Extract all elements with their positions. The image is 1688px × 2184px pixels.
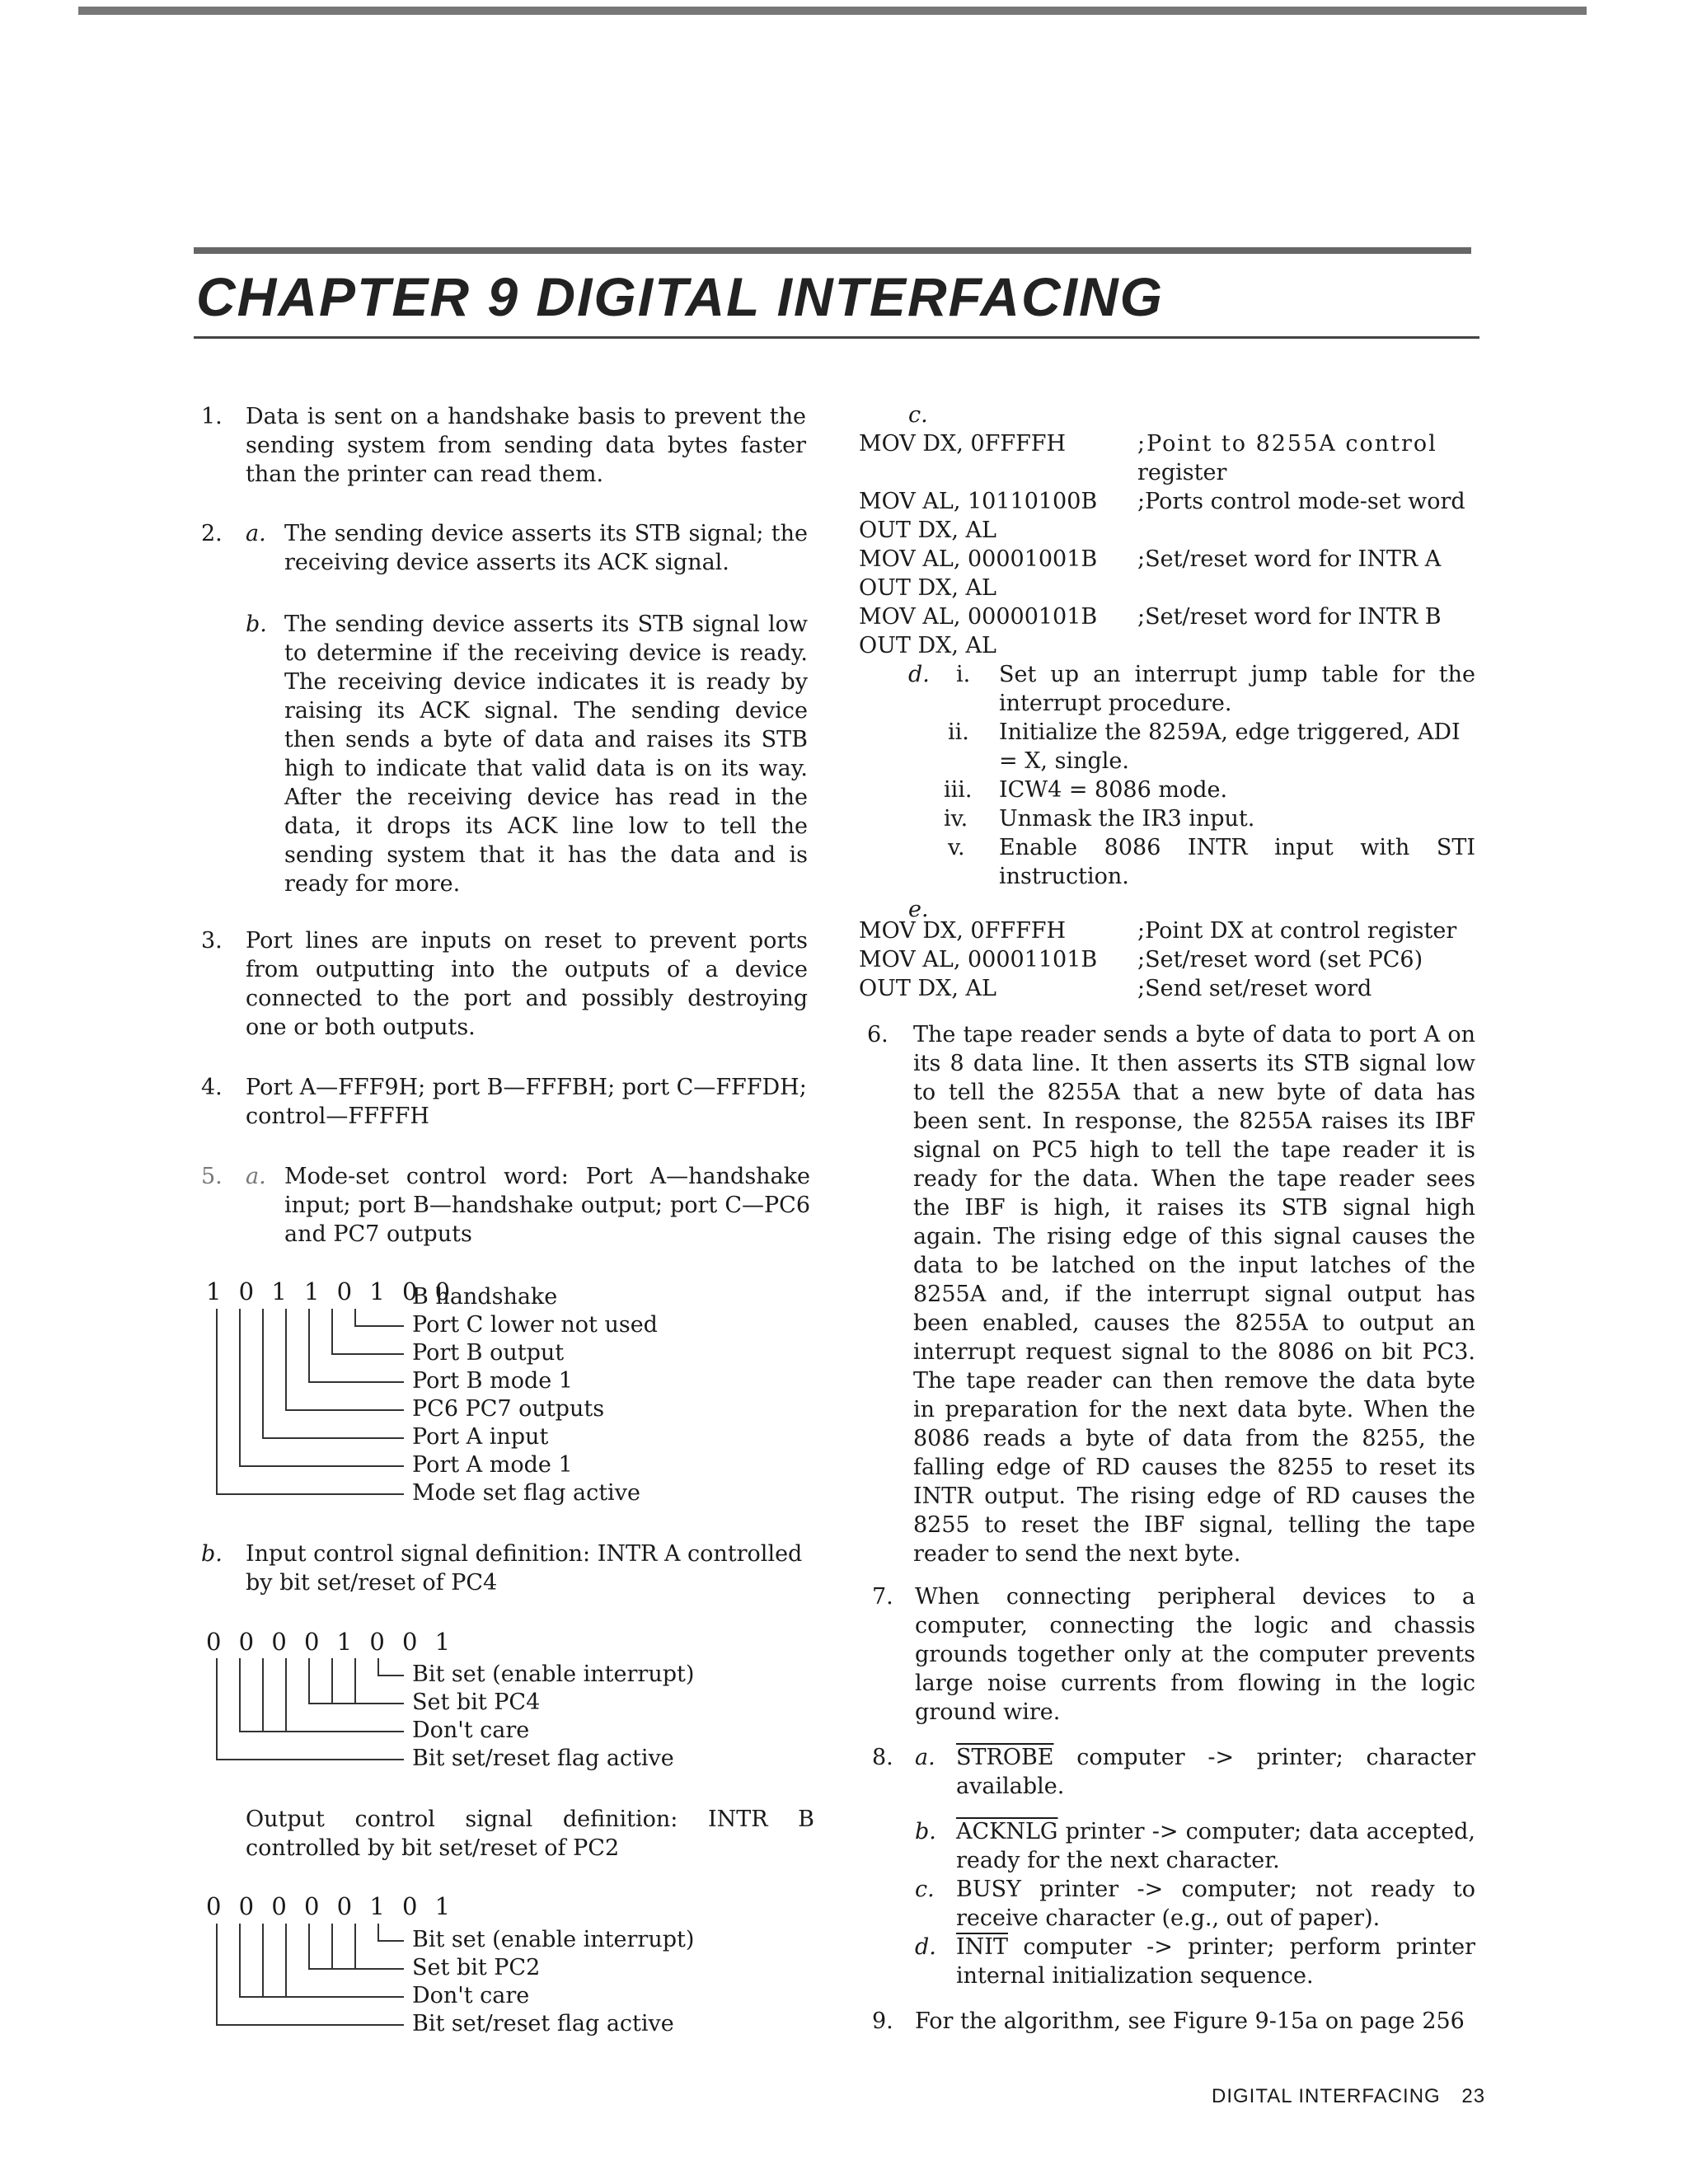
mode-set-bits: 1 0 1 1 0 1 0 0 <box>206 1277 456 1305</box>
acknlg-signal: ACKNLG <box>956 1819 1058 1844</box>
chapter-title: CHAPTER 9 DIGITAL INTERFACING <box>196 266 1164 327</box>
q8a-item <box>956 1743 1475 1801</box>
code-c-comment-0: ;Point to 8255A control <box>1137 431 1437 457</box>
code-e-instr-2: OUT DX, AL <box>859 976 996 1001</box>
q5a-text: Mode-set control word: Port A—handshake input; port B—handshake output; port C—PC6 and PC7 outputs <box>284 1164 810 1247</box>
intr-a-label-3: Bit set/reset flag active <box>412 1746 674 1771</box>
init-signal: INIT <box>956 1934 1008 1960</box>
q4-number: 4. <box>201 1075 223 1100</box>
q5c-label: c. <box>908 402 928 428</box>
q2a-label: a. <box>246 521 266 546</box>
q1-text: Data is sent on a handshake basis to prevent the sending system from sending data bytes faster than the printer can read them. <box>246 404 806 487</box>
mode-set-label-1: Port C lower not used <box>412 1312 658 1338</box>
intr-a-bits: 0 0 0 0 1 0 0 1 <box>206 1628 456 1656</box>
q8b-label: b. <box>915 1819 936 1844</box>
q5d-item-0-text: Set up an interrupt jump table for the interrupt procedure. <box>999 662 1475 716</box>
q2-number: 2. <box>201 521 223 546</box>
mode-set-label-0: B handshake <box>412 1284 558 1310</box>
q5a-label: a. <box>246 1164 266 1189</box>
q5d-item-4-text: Enable 8086 INTR input with STI instruction. <box>999 835 1475 889</box>
code-c-instr-2: MOV AL, 10110100B <box>859 489 1098 514</box>
q8d-label: d. <box>915 1934 936 1960</box>
code-e-comment-0: ;Point DX at control register <box>1137 918 1457 944</box>
intr-b-label-3: Bit set/reset flag active <box>412 2011 674 2036</box>
q5d-item-4-num: v. <box>948 835 965 860</box>
mode-set-label-7: Mode set flag active <box>412 1480 640 1506</box>
code-c-instr-3: OUT DX, AL <box>859 518 996 543</box>
intr-a-label-1: Set bit PC4 <box>412 1690 541 1715</box>
q5-number: 5. <box>201 1164 223 1189</box>
code-c-instr-7: OUT DX, AL <box>859 633 996 658</box>
q8d-text: computer -> printer; perform printer internal initialization sequence. <box>956 1934 1475 1989</box>
code-c-instr-0: MOV DX, 0FFFFH <box>859 431 1067 457</box>
q2a-text: The sending device asserts its STB signal; the receiving device asserts its ACK signal. <box>284 521 808 575</box>
code-c-comment-2: ;Ports control mode-set word <box>1137 489 1465 514</box>
code-c-instr-6: MOV AL, 00000101B <box>859 604 1098 630</box>
mode-set-label-3: Port B mode 1 <box>412 1368 573 1394</box>
q3-number: 3. <box>201 928 223 954</box>
busy-signal: BUSY <box>956 1877 1021 1902</box>
q5d-item-3-num: iv. <box>944 806 968 832</box>
q5e-label: e. <box>908 897 929 922</box>
code-e-comment-1: ;Set/reset word (set PC6) <box>1137 947 1423 972</box>
q6-number: 6. <box>867 1022 889 1047</box>
intr-b-bits: 0 0 0 0 0 1 0 1 <box>206 1892 456 1920</box>
q5d-item-0-num: i. <box>956 662 971 687</box>
q7-number: 7. <box>872 1584 893 1610</box>
q8b-text: printer -> computer; data accepted, ready for the next character. <box>956 1819 1475 1873</box>
code-e-instr-0: MOV DX, 0FFFFH <box>859 918 1067 944</box>
q5b-label: b. <box>201 1541 223 1567</box>
mode-set-label-4: PC6 PC7 outputs <box>412 1396 605 1422</box>
q5d-item-1-num: ii. <box>948 719 969 745</box>
code-c-comment-4: ;Set/reset word for INTR A <box>1137 546 1442 572</box>
header-rule-bottom <box>194 336 1479 339</box>
intr-b-label-1: Set bit PC2 <box>412 1955 541 1980</box>
page-number: 23 <box>1461 2085 1486 2107</box>
q2b-label: b. <box>246 612 267 637</box>
q8a-label: a. <box>915 1745 935 1770</box>
mode-set-label-6: Port A mode 1 <box>412 1452 573 1478</box>
q5d-label: d. <box>908 662 930 687</box>
q5d-item-3-text: Unmask the IR3 input. <box>999 806 1255 832</box>
code-c-comment-6: ;Set/reset word for INTR B <box>1137 604 1442 630</box>
code-e-instr-1: MOV AL, 00001101B <box>859 947 1098 972</box>
q2b-text: The sending device asserts its STB signal low to determine if the receiving device is ready. The receiving device indicates it is ready by raising its ACK signal. The sending device then sends a byte of data and raises its STB high to indicate that valid data is on its way. After the receiving device has read in the data, it drops its ACK line low to tell the sending system that it has the data and is ready for more. <box>284 612 808 897</box>
mode-set-label-2: Port B output <box>412 1340 565 1366</box>
scan-top-band <box>78 7 1587 15</box>
q9-text: For the algorithm, see Figure 9-15a on page 256 <box>915 2008 1465 2034</box>
q8-number: 8. <box>872 1745 893 1770</box>
q5d-item-1-text: Initialize the 8259A, edge triggered, ADI = X, single. <box>999 719 1461 774</box>
header-rule-top <box>194 247 1471 254</box>
q9-number: 9. <box>872 2008 893 2034</box>
intr-b-label-0: Bit set (enable interrupt) <box>412 1927 695 1952</box>
q5d-item-2-text: ICW4 = 8086 mode. <box>999 777 1228 803</box>
strobe-signal: STROBE <box>956 1745 1054 1770</box>
footer-section: DIGITAL INTERFACING <box>1212 2085 1441 2107</box>
q5d-item-2-num: iii. <box>944 777 973 803</box>
intr-a-label-0: Bit set (enable interrupt) <box>412 1661 695 1687</box>
q8c-text: printer -> computer; not ready to receive character (e.g., out of paper). <box>956 1877 1475 1931</box>
intr-a-label-2: Don't care <box>412 1718 530 1743</box>
code-c-instr-4: MOV AL, 00001001B <box>859 546 1098 572</box>
page-footer <box>1212 2085 1485 2108</box>
q7-text: When connecting peripheral devices to a computer, connecting the logic and chassis grounds together only at the computer prevents large noise currents from flowing in the logic ground wire. <box>915 1584 1475 1725</box>
q8d-item <box>956 1933 1475 1990</box>
mode-set-label-5: Port A input <box>412 1424 549 1450</box>
q6-text: The tape reader sends a byte of data to port A on its 8 data line. It then asserts its STB signal low to tell the 8255A that a new byte of data has been sent. In response, the 8255A raises its IBF signal on PC5 high to tell the tape reader it is ready for the data. When the tape reader sees the IBF is high, it raises its STB signal high again. The rising edge of this signal causes the data to be latched on the input latches of the 8255A and, if the interrupt signal output has been enabled, causes the 8255A to output an interrupt request signal to the 8086 on bit PC3. The tape reader can then remove the data byte in preparation for the next data byte. When the 8086 reads a byte of data from the 8255, the falling edge of RD causes the 8255 to reset its INTR output. The rising edge of RD causes the 8255 to reset the IBF signal, telling the tape reader to send the next byte. <box>913 1022 1475 1567</box>
q1-number: 1. <box>201 404 223 429</box>
q8c-item <box>956 1875 1475 1933</box>
code-c-comment-1: register <box>1137 460 1227 485</box>
q8b-item <box>956 1817 1475 1875</box>
code-e-comment-2: ;Send set/reset word <box>1137 976 1372 1001</box>
q8a-text: computer -> printer; character available. <box>956 1745 1475 1799</box>
code-c-instr-5: OUT DX, AL <box>859 575 996 601</box>
intr-b-label-2: Don't care <box>412 1983 530 2008</box>
q5b-output-text: Output control signal definition: INTR B controlled by bit set/reset of PC2 <box>246 1807 814 1861</box>
q4-text: Port A—FFF9H; port B—FFFBH; port C—FFFDH; control—FFFFH <box>246 1075 807 1129</box>
q8c-label: c. <box>915 1877 935 1902</box>
q5b-text: Input control signal definition: INTR A controlled by bit set/reset of PC4 <box>246 1541 803 1596</box>
q3-text: Port lines are inputs on reset to prevent ports from outputting into the outputs of a device connected to the port and possibly destroying one or both outputs. <box>246 928 808 1040</box>
